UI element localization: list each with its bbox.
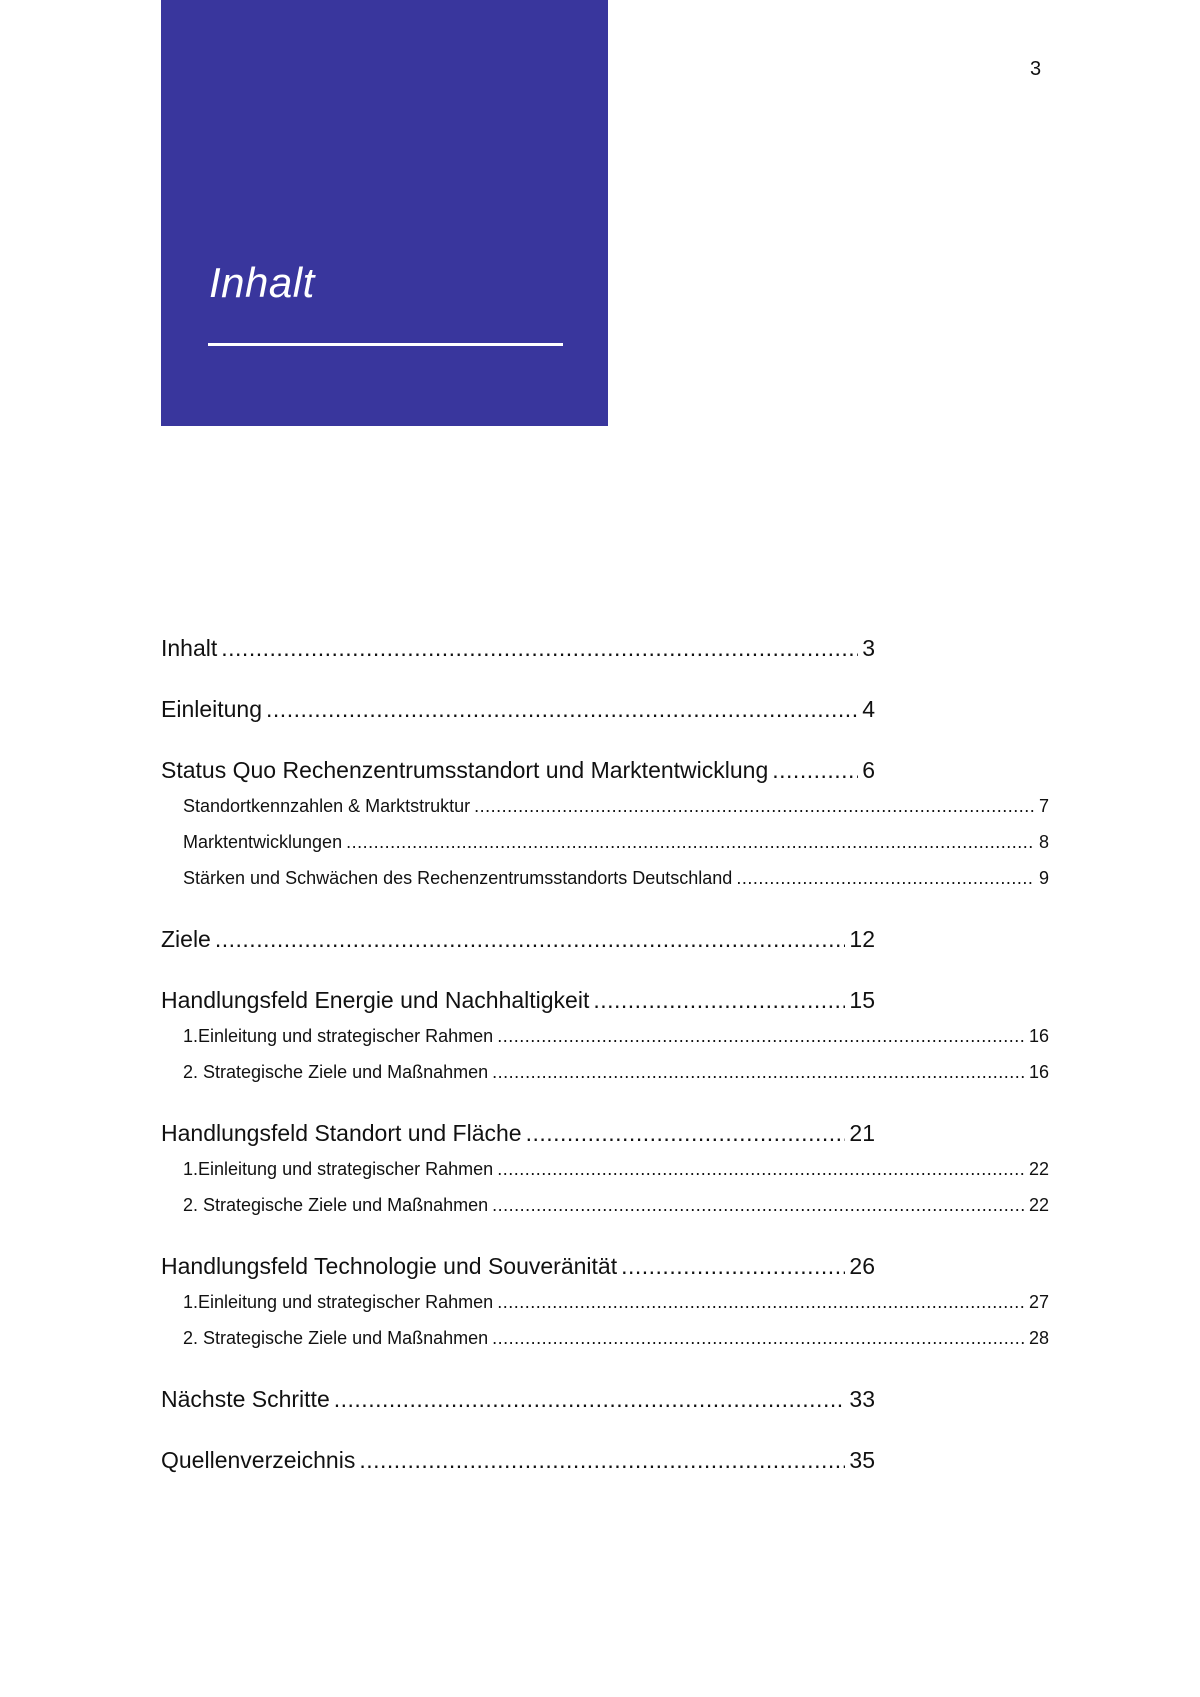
toc-entry-title: 2. Strategische Ziele und Maßnahmen: [183, 1195, 489, 1215]
toc-entry[interactable]: [161, 696, 875, 726]
dot-leader: [334, 1386, 846, 1413]
toc-entry-page: 9: [1038, 868, 1049, 888]
toc-entry[interactable]: [161, 1120, 875, 1150]
toc-entry-page: 26: [849, 1253, 875, 1279]
dot-leader: [492, 1195, 1025, 1216]
toc-entry[interactable]: [161, 1386, 875, 1416]
toc-entry-page: 16: [1028, 1026, 1049, 1046]
toc-entry[interactable]: [161, 987, 875, 1017]
toc-entry[interactable]: [161, 635, 875, 665]
toc-subentry[interactable]: [183, 1328, 1049, 1352]
dot-leader: [359, 1447, 845, 1474]
toc-entry-title: Stärken und Schwächen des Rechenzentrumsstandorts Deutschland: [183, 868, 733, 888]
toc-entry[interactable]: [161, 1253, 875, 1283]
dot-leader: [492, 1062, 1025, 1083]
toc-entry-page: 33: [849, 1386, 875, 1412]
toc-subentry[interactable]: [183, 1062, 1049, 1086]
toc-entry[interactable]: [161, 757, 875, 787]
toc-entry-title: 2. Strategische Ziele und Maßnahmen: [183, 1062, 489, 1082]
toc-subentry[interactable]: [183, 1292, 1049, 1316]
toc-entry-title: 1.Einleitung und strategischer Rahmen: [183, 1159, 494, 1179]
toc-entry-page: 22: [1028, 1159, 1049, 1179]
toc-entry-page: 16: [1028, 1062, 1049, 1082]
toc-subentry[interactable]: [183, 1159, 1049, 1183]
toc-entry-title: Quellenverzeichnis: [161, 1447, 356, 1473]
toc-entry-title: Handlungsfeld Standort und Fläche: [161, 1120, 522, 1146]
toc-entry-page: 7: [1038, 796, 1049, 816]
toc-entry-title: Nächste Schritte: [161, 1386, 330, 1412]
toc-entry-page: 4: [862, 696, 875, 722]
toc-entry-title: Handlungsfeld Technologie und Souveränität: [161, 1253, 618, 1279]
toc-subentry[interactable]: [183, 832, 1049, 856]
toc-entry-title: Einleitung: [161, 696, 263, 722]
toc-entry[interactable]: [161, 1447, 875, 1477]
toc-entry[interactable]: [161, 926, 875, 956]
toc-entry-page: 3: [862, 635, 875, 661]
dot-leader: [497, 1159, 1025, 1180]
dot-leader: [621, 1253, 845, 1280]
dot-leader: [266, 696, 858, 723]
toc-entry-page: 21: [849, 1120, 875, 1146]
dot-leader: [526, 1120, 846, 1147]
dot-leader: [492, 1328, 1025, 1349]
dot-leader: [215, 926, 846, 953]
toc-entry-title: Marktentwicklungen: [183, 832, 343, 852]
toc-entry-title: 2. Strategische Ziele und Maßnahmen: [183, 1328, 489, 1348]
toc-entry-page: 12: [849, 926, 875, 952]
toc-entry-page: 22: [1028, 1195, 1049, 1215]
toc-subentry[interactable]: [183, 1195, 1049, 1219]
toc-entry-page: 15: [849, 987, 875, 1013]
dot-leader: [221, 635, 858, 662]
dot-leader: [593, 987, 845, 1014]
dot-leader: [346, 832, 1035, 853]
dot-leader: [736, 868, 1035, 889]
toc-entry-page: 6: [862, 757, 875, 783]
dot-leader: [474, 796, 1035, 817]
toc-subentry[interactable]: [183, 1026, 1049, 1050]
toc-entry-title: 1.Einleitung und strategischer Rahmen: [183, 1026, 494, 1046]
toc-subentry[interactable]: [183, 796, 1049, 820]
toc-entry-page: 35: [849, 1447, 875, 1473]
toc-entry-page: 8: [1038, 832, 1049, 852]
toc-entry-title: Ziele: [161, 926, 211, 952]
toc-entry-title: Handlungsfeld Energie und Nachhaltigkeit: [161, 987, 590, 1013]
page-title: Inhalt: [209, 259, 315, 306]
dot-leader: [772, 757, 858, 784]
dot-leader: [497, 1026, 1025, 1047]
toc-entry-title: Status Quo Rechenzentrumsstandort und Marktentwicklung: [161, 757, 769, 783]
toc-entry-page: 28: [1028, 1328, 1049, 1348]
dot-leader: [497, 1292, 1025, 1313]
toc-entry-page: 27: [1028, 1292, 1049, 1312]
toc-entry-title: Standortkennzahlen & Marktstruktur: [183, 796, 471, 816]
page-number: 3: [1030, 58, 1042, 80]
toc-entry-title: 1.Einleitung und strategischer Rahmen: [183, 1292, 494, 1312]
toc-entry-title: Inhalt: [161, 635, 218, 661]
toc-subentry[interactable]: [183, 868, 1049, 892]
